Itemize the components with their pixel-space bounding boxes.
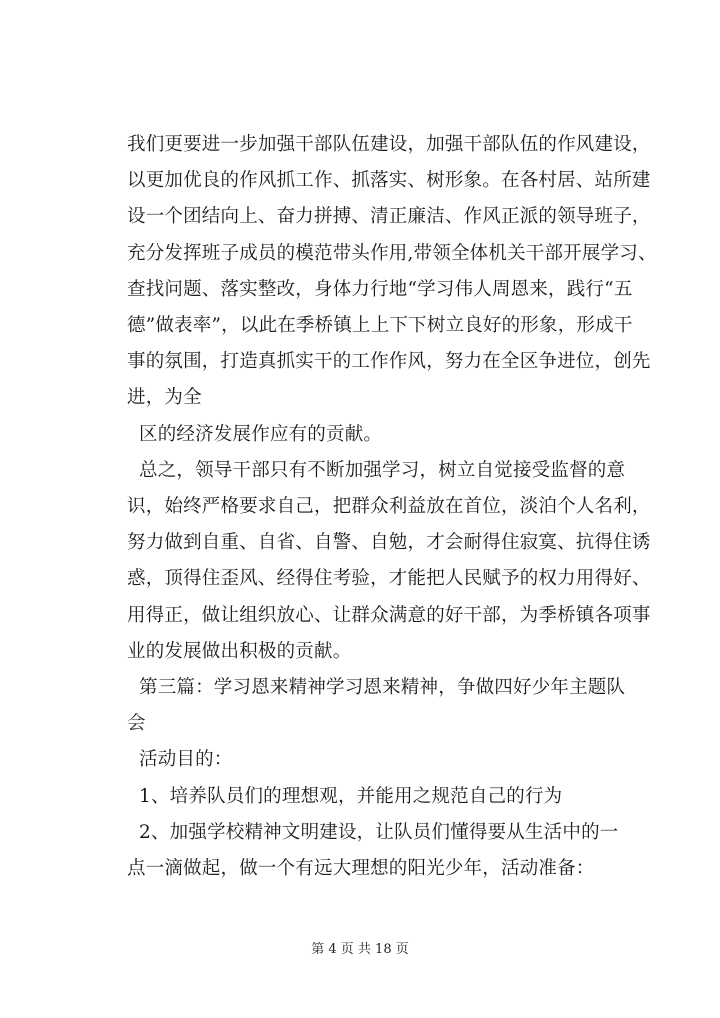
text-line-7: 事的氛围，打造真抓实干的工作作风，努力在全区争进位，创先 bbox=[127, 351, 651, 373]
text-line-3: 设一个团结向上、奋力拼搏、清正廉洁、作风正派的领导班子， bbox=[127, 206, 651, 228]
text-line-4: 充分发挥班子成员的模范带头作用,带领全体机关干部开展学习、 bbox=[127, 242, 657, 264]
text-line-12: 努力做到自重、自省、自警、自勉，才会耐得住寂寞、抗得住诱 bbox=[127, 532, 651, 554]
list-item-2: 2、加强学校精神文明建设，让队员们懂得要从生活中的一 bbox=[139, 821, 619, 843]
subheading-activity-goal: 活动目的： bbox=[139, 749, 233, 771]
text-line-11: 识，始终严格要求自己，把群众利益放在首位，淡泊个人名利， bbox=[127, 496, 651, 518]
text-line-14: 用得正，做让组织放心、让群众满意的好干部，为季桥镇各项事 bbox=[127, 604, 651, 626]
page-number-footer: 第 4 页 共 18 页 bbox=[311, 942, 409, 957]
text-line-6: 德”做表率”，以此在季桥镇上上下下树立良好的形象，形成干 bbox=[127, 315, 633, 337]
text-line-10: 总之，领导干部只有不断加强学习，树立自觉接受监督的意 bbox=[139, 459, 626, 481]
list-item-1: 1、培养队员们的理想观，并能用之规范自己的行为 bbox=[139, 785, 563, 807]
section-heading-line-1: 第三篇：学习恩来精神学习恩来精神，争做四好少年主题队 bbox=[139, 677, 626, 699]
list-item-2-continued: 点一滴做起，做一个有远大理想的阳光少年，活动准备： bbox=[127, 858, 595, 880]
text-line-2: 以更加优良的作风抓工作、抓落实、树形象。在各村居、站所建 bbox=[127, 170, 651, 192]
section-heading-line-2: 会 bbox=[127, 713, 146, 735]
text-line-9: 区的经济发展作应有的贡献。 bbox=[139, 423, 383, 445]
body-text bbox=[127, 127, 657, 887]
text-line-5: 查找问题、落实整改，身体力行地“学习伟人周恩来，践行“五 bbox=[127, 278, 633, 300]
text-line-1: 我们更要进一步加强干部队伍建设，加强干部队伍的作风建设， bbox=[127, 134, 651, 155]
text-line-15: 业的发展做出积极的贡献。 bbox=[127, 640, 352, 662]
text-line-8: 进，为全 bbox=[127, 387, 202, 409]
text-line-13: 惑，顶得住歪风、经得住考验，才能把人民赋予的权力用得好、 bbox=[127, 568, 651, 590]
